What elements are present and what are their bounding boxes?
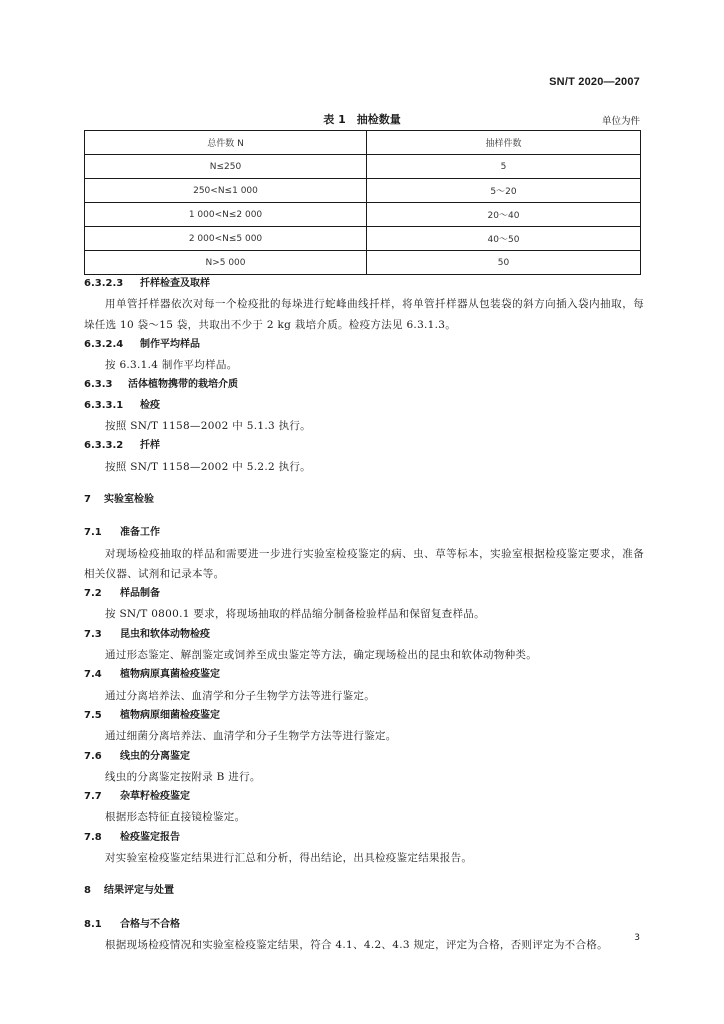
section-heading: 8 结果评定与处置: [84, 885, 174, 897]
column-header-sample: 抽样件数: [367, 131, 641, 155]
section-heading: 6.3.3.1 检疫: [84, 399, 160, 411]
section-heading: 6.3.2.4 制作平均样品: [84, 338, 200, 350]
paragraph: 按 6.3.1.4 制作平均样品。: [105, 359, 238, 372]
paragraph: 根据形态特征直接镜检鉴定。: [105, 811, 246, 824]
section-heading: 7.6 线虫的分离鉴定: [84, 750, 190, 762]
section-heading: 7.3 昆虫和软体动物检疫: [84, 628, 210, 640]
section-heading: 6.3.2.3 扦样检查及取样: [84, 278, 210, 289]
table-cell: 250<N≤1 000: [85, 179, 367, 203]
table-title: 表 1 抽检数量: [323, 113, 401, 126]
paragraph: 通过分离培养法、血清学和分子生物学方法等进行鉴定。: [105, 689, 375, 702]
section-heading: 7.1 准备工作: [84, 527, 160, 539]
table-cell: 2 000<N≤5 000: [85, 227, 367, 251]
paragraph: 按 SN/T 0800.1 要求，将现场抽取的样品缩分制备检验样品和保留复查样品。: [105, 608, 485, 621]
section-heading: 7.2 样品制备: [84, 588, 160, 600]
table-cell: 1 000<N≤2 000: [85, 203, 367, 227]
table-cell: 5～20: [367, 179, 641, 203]
paragraph: 按照 SN/T 1158—2002 中 5.2.2 执行。: [105, 460, 311, 473]
column-header-total: 总件数 N: [85, 131, 367, 155]
paragraph: 线虫的分离鉴定按附录 B 进行。: [105, 770, 261, 783]
document-body: [84, 274, 644, 955]
table-row: [85, 179, 641, 203]
table-row: [85, 227, 641, 251]
section-heading: 8.1 合格与不合格: [84, 918, 180, 930]
paragraph: 按照 SN/T 1158—2002 中 5.1.3 执行。: [105, 420, 311, 433]
paragraph: 用单管扦样器依次对每一个检疫批的每垛进行蛇峰曲线扦样，将单管扦样器从包装袋的斜方向插入袋内抽取，每垛任选 10 袋～15 袋，共取出不少于 2 kg 栽培介质。检疫方法见 6.3.1.3。: [84, 298, 644, 331]
section-heading: 7.7 杂草籽检疫鉴定: [84, 791, 190, 803]
paragraph: 对实验室检疫鉴定结果进行汇总和分析，得出结论，出具检疫鉴定结果报告。: [105, 852, 473, 865]
paragraph: 根据现场检疫情况和实验室检疫鉴定结果，符合 4.1、4.2、4.3 规定，评定为合格，否则评定为不合格。: [105, 938, 608, 951]
table-cell: 50: [367, 251, 641, 275]
table-cell: 20～40: [367, 203, 641, 227]
section-heading: 7 实验室检验: [84, 493, 154, 505]
section-heading: 6.3.3 活体植物携带的栽培介质: [84, 379, 238, 391]
paragraph: 对现场检疫抽取的样品和需要进一步进行实验室检疫鉴定的病、虫、草等标本，实验室根据检疫鉴定要求，准备相关仪器、试剂和记录本等。: [84, 547, 644, 580]
paragraph: 通过形态鉴定、解剖鉴定或饲养至成虫鉴定等方法，确定现场检出的昆虫和软体动物种类。: [105, 649, 537, 662]
document-code: SN/T 2020—2007: [549, 76, 640, 88]
section-heading: 6.3.3.2 扦样: [84, 440, 160, 452]
table-cell: 5: [367, 155, 641, 179]
table-row: [85, 155, 641, 179]
table-unit: 单位为件: [601, 116, 640, 127]
section-heading: 7.8 检疫鉴定报告: [84, 831, 180, 843]
paragraph: 通过细菌分离培养法、血清学和分子生物学方法等进行鉴定。: [105, 730, 397, 743]
section-heading: 7.4 植物病原真菌检疫鉴定: [84, 669, 220, 681]
table-cell: 40～50: [367, 227, 641, 251]
sampling-quantity-table: [84, 130, 641, 275]
table-cell: N≤250: [85, 155, 367, 179]
page-number: 3: [634, 933, 640, 943]
table-row: [85, 251, 641, 275]
table-header-row: [85, 131, 641, 155]
table-row: [85, 203, 641, 227]
table-cell: N>5 000: [85, 251, 367, 275]
section-heading: 7.5 植物病原细菌检疫鉴定: [84, 709, 220, 721]
